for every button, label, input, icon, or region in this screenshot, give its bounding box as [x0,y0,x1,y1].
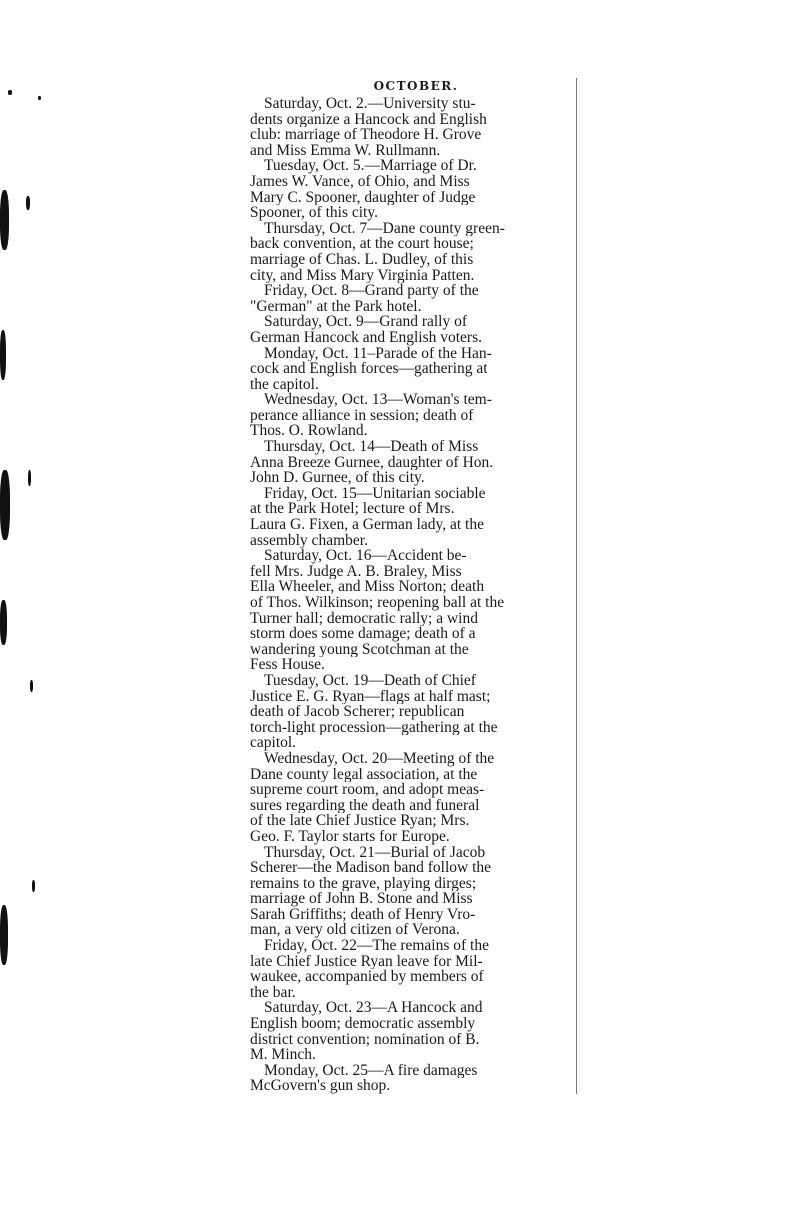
margin-speck [0,600,7,645]
entries-list [250,96,572,1094]
entry-line: supreme court room, and adopt meas- [250,782,485,798]
entry-line: Dane county legal association, at the [250,766,478,783]
entry-line: Ella Wheeler, and Miss Norton; death [250,579,485,595]
entry-line: assembly chamber. [250,532,368,549]
entry-line: and Miss Emma W. Rullmann. [250,142,441,159]
entry-line: Justice E. G. Ryan—flags at half mast; [250,688,491,705]
entry-line: storm does some damage; death of a [250,626,476,642]
entry-line: Saturday, Oct. 16—Accident be- [264,548,467,564]
entry-line: Sarah Griffiths; death of Henry Vro- [250,906,476,923]
entry-line: McGovern's gun shop. [250,1078,391,1094]
margin-speck [32,880,35,892]
entry-line: late Chief Justice Ryan leave for Mil- [250,953,483,970]
margin-speck [28,470,31,486]
entry-line: waukee, accompanied by members of [250,969,484,985]
chronicle-entry [250,346,572,393]
entry-line: remains to the grave, playing dirges; [250,875,477,892]
entry-line: capitol. [250,735,297,751]
entry-line: perance alliance in session; death of [250,407,474,424]
entry-line: Saturday, Oct. 9—Grand rally of [264,314,468,330]
chronicle-entry [250,845,572,939]
entry-line: Scherer—the Madison band follow the [250,860,492,876]
entry-line: of the late Chief Justice Ryan; Mrs. [250,813,470,829]
entry-line: Spooner, of this city. [250,205,378,221]
entry-line: Wednesday, Oct. 20—Meeting of the [264,750,495,767]
entry-line: Monday, Oct. 25—A fire damages [264,1062,478,1079]
margin-speck [26,196,30,210]
chronicle-entry [250,221,572,283]
entry-line: M. Minch. [250,1047,316,1063]
margin-speck [0,470,10,540]
entry-line: Thursday, Oct. 14—Death of Miss [264,439,479,455]
entry-line: marriage of Chas. L. Dudley, of this [250,251,474,268]
entry-line: Saturday, Oct. 23—A Hancock and [264,1000,483,1017]
entry-line: Geo. F. Taylor starts for Europe. [250,828,450,845]
margin-speck [38,96,41,100]
entry-line: sures regarding the death and funeral [250,797,480,814]
chronicle-entry [250,96,572,158]
margin-speck [0,330,6,380]
chronicle-entry [250,314,572,345]
chronicle-entry [250,548,572,673]
entry-line: cock and English forces—gathering at [250,361,488,377]
chronicle-entry [250,486,572,548]
chronicle-entry [250,392,572,439]
entry-line: torch-light procession—gathering at the [250,719,498,736]
entry-line: Thursday, Oct. 7—Dane county green- [264,220,505,237]
entry-line: Anna Breeze Gurnee, daughter of Hon. [250,454,494,471]
chronicle-entry [250,751,572,845]
october-chronicle-column [250,78,577,1094]
chronicle-entry [250,439,572,486]
chronicle-entry [250,283,572,314]
entry-line: fell Mrs. Judge A. B. Braley, Miss [250,563,462,580]
chronicle-entry [250,1063,572,1094]
chronicle-entry [250,158,572,220]
entry-line: Mary C. Spooner, daughter of Judge [250,189,476,206]
chronicle-entry [250,1000,572,1062]
margin-speck [8,90,12,95]
entry-line: Wednesday, Oct. 13—Woman's tem- [264,392,492,408]
entry-line: the bar. [250,984,296,1001]
margin-speck [30,680,33,692]
entry-line: Turner hall; democratic rally; a wind [250,610,478,627]
margin-speck [0,190,9,250]
entry-line: John D. Gurnee, of this city. [250,470,425,486]
entry-line: death of Jacob Scherer; republican [250,704,465,720]
entry-line: back convention, at the court house; [250,236,474,252]
section-heading: OCTOBER. [373,79,459,93]
entry-line: English boom; democratic assembly [250,1016,476,1032]
entry-line: Saturday, Oct. 2.—University stu- [264,96,476,112]
entry-line: of Thos. Wilkinson; reopening ball at the [250,595,505,611]
entry-line: Tuesday, Oct. 19—Death of Chief [264,672,476,689]
entry-line: wandering young Scotchman at the [250,641,469,658]
entry-line: Thos. O. Rowland. [250,423,368,440]
entry-line: James W. Vance, of Ohio, and Miss [250,173,470,190]
chronicle-entry [250,938,572,1000]
entry-line: Laura G. Fixen, a German lady, at the [250,517,484,533]
entry-line: Tuesday, Oct. 5.—Marriage of Dr. [264,158,477,174]
entry-line: Monday, Oct. 11–Parade of the Han- [264,345,492,362]
entry-line: Thursday, Oct. 21—Burial of Jacob [264,844,486,861]
entry-line: club: marriage of Theodore H. Grove [250,127,482,143]
entry-line: Friday, Oct. 15—Unitarian sociable [264,485,486,502]
entry-line: man, a very old citizen of Verona. [250,922,460,939]
entry-line: district convention; nomination of B. [250,1031,480,1048]
entry-line: "German" at the Park hotel. [250,298,422,315]
entry-line: at the Park Hotel; lecture of Mrs. [250,501,455,518]
entry-line: Friday, Oct. 8—Grand party of the [264,283,479,299]
entry-line: German Hancock and English voters. [250,329,483,346]
margin-speck [0,905,8,965]
entry-line: city, and Miss Mary Virginia Patten. [250,267,475,284]
chronicle-entry [250,673,572,751]
entry-line: Fess House. [250,657,325,673]
entry-line: Friday, Oct. 22—The remains of the [264,938,489,954]
entry-line: dents organize a Hancock and English [250,111,487,128]
entry-line: the capitol. [250,376,319,393]
entry-line: marriage of John B. Stone and Miss [250,891,473,907]
